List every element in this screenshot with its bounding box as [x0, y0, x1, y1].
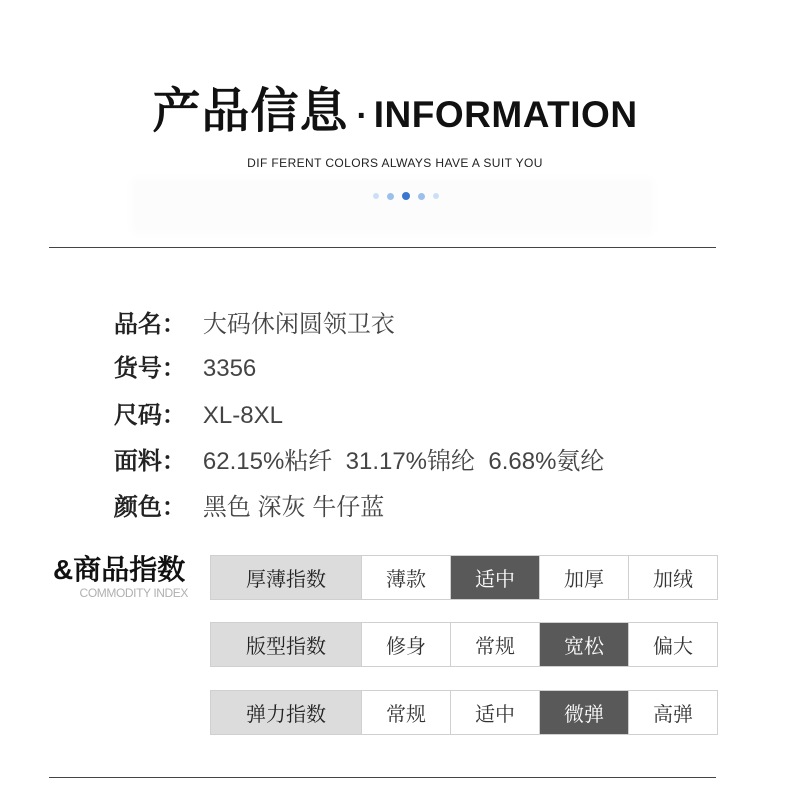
spec-label: 尺码： — [113, 402, 186, 429]
index-option: 加绒 — [629, 555, 718, 600]
index-option: 常规 — [362, 690, 451, 735]
index-option: 修身 — [362, 622, 451, 667]
top-divider — [49, 247, 716, 248]
index-option: 高弹 — [629, 690, 718, 735]
commodity-index-subtitle: COMMODITY INDEX — [79, 586, 188, 600]
dot — [433, 193, 439, 199]
bottom-divider — [49, 777, 716, 778]
dot-indicator — [373, 190, 439, 202]
spec-row-name — [105, 277, 705, 338]
spec-value: 3356 — [202, 355, 257, 382]
spec-label: 品名： — [113, 311, 186, 338]
dot — [373, 193, 379, 199]
index-option: 宽松 — [540, 622, 629, 667]
spec-label: 面料： — [113, 448, 186, 475]
index-option: 加厚 — [540, 555, 629, 600]
dot — [387, 193, 394, 200]
spec-row-size — [105, 368, 705, 429]
spec-row-color — [105, 460, 705, 521]
spec-row-fabric — [105, 414, 705, 475]
spec-value: 62.15%粘纤 31.17%锦纶 6.68%氨纶 — [202, 448, 605, 475]
index-option: 薄款 — [362, 555, 451, 600]
index-option: 常规 — [451, 622, 540, 667]
title-separator: · — [356, 97, 368, 135]
page-subtitle: DIF FERENT COLORS ALWAYS HAVE A SUIT YOU — [247, 156, 543, 170]
index-row-label: 弹力指数 — [210, 690, 362, 735]
spec-row-item-number — [105, 321, 705, 382]
spec-value: XL-8XL — [202, 402, 283, 429]
index-row-thickness — [210, 555, 718, 600]
index-option: 适中 — [451, 690, 540, 735]
index-row-label: 版型指数 — [210, 622, 362, 667]
dot — [418, 193, 425, 200]
index-option: 微弹 — [540, 690, 629, 735]
index-row-elasticity — [210, 690, 718, 735]
index-row-label: 厚薄指数 — [210, 555, 362, 600]
index-option: 适中 — [451, 555, 540, 600]
title-english: INFORMATION — [373, 94, 638, 135]
spec-label: 颜色： — [113, 494, 186, 521]
spec-label: 货号： — [113, 355, 186, 382]
commodity-index-title: &商品指数 — [53, 554, 186, 585]
index-row-fit — [210, 622, 718, 667]
spec-value: 大码休闲圆领卫衣 — [202, 311, 395, 338]
index-option: 偏大 — [629, 622, 718, 667]
dot — [402, 192, 410, 200]
title-chinese: 产品信息 — [152, 85, 349, 138]
page-title — [0, 72, 790, 138]
spec-value: 黑色 深灰 牛仔蓝 — [202, 494, 385, 521]
